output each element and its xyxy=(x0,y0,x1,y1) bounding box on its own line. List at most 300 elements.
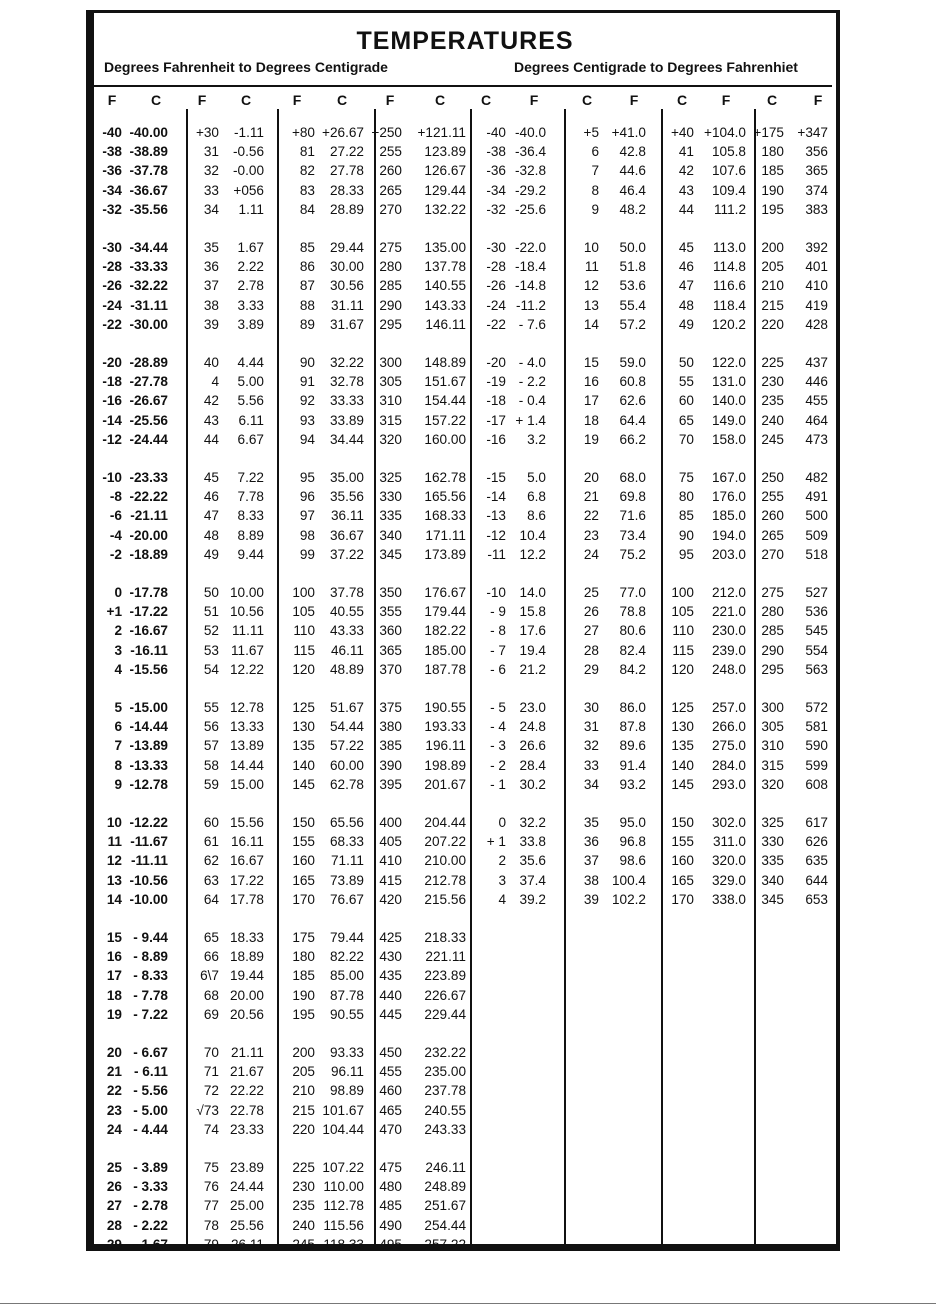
page-title: TEMPERATURES xyxy=(356,27,574,55)
centigrade-value: 36.67 xyxy=(329,527,364,543)
fahrenheit-value: 11 xyxy=(107,834,122,850)
fahrenheit-value: 203.0 xyxy=(711,546,746,562)
centigrade-value: 16.11 xyxy=(230,834,264,850)
centigrade-value: +5 xyxy=(583,125,599,140)
centigrade-value: -28 xyxy=(486,259,506,275)
fahrenheit-value: 440 xyxy=(379,987,402,1003)
centigrade-value: 20.00 xyxy=(229,987,264,1003)
centigrade-value: 143.33 xyxy=(424,297,466,313)
centigrade-value: 310 xyxy=(761,738,784,754)
fahrenheit-value: -18.4 xyxy=(515,259,546,275)
centigrade-value: -28.89 xyxy=(129,355,168,370)
centigrade-value: - 7.78 xyxy=(133,987,168,1003)
centigrade-value: 255 xyxy=(761,489,784,505)
fahrenheit-value: 57 xyxy=(203,738,219,754)
centigrade-value: + 1 xyxy=(486,834,506,850)
fahrenheit-value: 114.8 xyxy=(712,259,746,275)
centigrade-value: 129.44 xyxy=(424,182,466,198)
fahrenheit-value: 460 xyxy=(379,1083,402,1099)
centigrade-value: 18.89 xyxy=(229,949,264,965)
fahrenheit-value: 495 xyxy=(379,1236,402,1252)
fahrenheit-value: 230.0 xyxy=(711,623,746,639)
centigrade-value: 20.56 xyxy=(229,1006,264,1022)
column-header-c: C xyxy=(150,92,162,108)
centigrade-value: 235 xyxy=(761,393,784,409)
centigrade-value: -22 xyxy=(486,316,506,332)
fahrenheit-value: 257.0 xyxy=(711,700,746,715)
centigrade-value: 246.11 xyxy=(425,1160,466,1175)
fahrenheit-value: 17.6 xyxy=(519,623,546,639)
centigrade-value: 60.00 xyxy=(329,757,364,773)
fahrenheit-value: 194.0 xyxy=(711,527,746,543)
centigrade-value: 10.00 xyxy=(229,585,264,600)
fahrenheit-value: - 4.0 xyxy=(518,355,546,370)
fahrenheit-value: 375 xyxy=(379,700,402,715)
fahrenheit-value: 320.0 xyxy=(711,853,746,869)
centigrade-value: -17.78 xyxy=(129,585,168,600)
centigrade-value: 196.11 xyxy=(425,738,466,754)
fahrenheit-value: 100.4 xyxy=(611,872,646,888)
fahrenheit-value: 55 xyxy=(203,700,219,715)
fahrenheit-value: 66.2 xyxy=(619,431,646,447)
centigrade-value: 25.56 xyxy=(229,1217,264,1233)
fahrenheit-value: 221.0 xyxy=(711,604,746,620)
fahrenheit-value: -14.8 xyxy=(515,278,546,294)
centigrade-value: 22 xyxy=(583,508,599,524)
centigrade-value: 173.89 xyxy=(424,546,466,562)
centigrade-value: 48 xyxy=(678,297,694,313)
fahrenheit-value: 285 xyxy=(379,278,402,294)
fahrenheit-value: 100 xyxy=(292,585,315,600)
fahrenheit-value: 490 xyxy=(379,1217,402,1233)
centigrade-value: -15 xyxy=(486,470,506,485)
centigrade-value: -24 xyxy=(486,297,506,313)
centigrade-value: 35.56 xyxy=(329,489,364,505)
fahrenheit-value: 83 xyxy=(299,182,315,198)
centigrade-value: 145 xyxy=(671,776,694,792)
fahrenheit-value: -26 xyxy=(102,278,122,294)
fahrenheit-value: 455 xyxy=(379,1064,402,1080)
fahrenheit-value: 19 xyxy=(106,1006,122,1022)
centigrade-value: 70 xyxy=(678,431,694,447)
column-header-c: C xyxy=(480,92,492,108)
fahrenheit-value: 76 xyxy=(203,1179,219,1195)
column-header-f: F xyxy=(813,92,823,108)
fahrenheit-value: 160 xyxy=(292,853,315,869)
fahrenheit-value: 86 xyxy=(299,259,315,275)
fahrenheit-value: 410 xyxy=(379,853,402,869)
fahrenheit-value: 28.4 xyxy=(519,757,546,773)
fahrenheit-value: 47 xyxy=(203,508,219,524)
fahrenheit-value: 470 xyxy=(379,1121,402,1137)
fahrenheit-value: -38 xyxy=(102,144,122,160)
centigrade-value: 221.11 xyxy=(425,949,466,965)
centigrade-value: 33.33 xyxy=(329,393,364,409)
centigrade-value: 31 xyxy=(583,719,599,735)
fahrenheit-value: 39 xyxy=(203,316,219,332)
fahrenheit-value: 46 xyxy=(203,489,219,505)
centigrade-value: -13.89 xyxy=(129,738,168,754)
centigrade-value: -26.67 xyxy=(129,393,168,409)
fahrenheit-value: 25 xyxy=(106,1160,122,1175)
fahrenheit-value: -32 xyxy=(102,201,122,217)
centigrade-value: 17 xyxy=(583,393,599,409)
centigrade-value: 25 xyxy=(583,585,599,600)
fahrenheit-value: 72 xyxy=(203,1083,219,1099)
fahrenheit-value: +250 xyxy=(371,125,402,140)
centigrade-value: - 8 xyxy=(490,623,506,639)
fahrenheit-value: 95 xyxy=(299,470,315,485)
fahrenheit-value: 335 xyxy=(379,508,402,524)
fahrenheit-value: 17 xyxy=(106,968,122,984)
fahrenheit-value: 340 xyxy=(379,527,402,543)
fahrenheit-value: 205 xyxy=(292,1064,315,1080)
centigrade-value: 22.22 xyxy=(229,1083,264,1099)
centigrade-value: -34.44 xyxy=(129,240,168,255)
fahrenheit-value: 545 xyxy=(805,623,828,639)
fahrenheit-value: 92 xyxy=(299,393,315,409)
fahrenheit-value: 329.0 xyxy=(711,872,746,888)
fahrenheit-value: 195 xyxy=(292,1006,315,1022)
centigrade-value: - 2.78 xyxy=(133,1198,168,1214)
centigrade-value: 34.44 xyxy=(329,431,364,447)
fahrenheit-value: 599 xyxy=(805,757,828,773)
centigrade-value: -10.56 xyxy=(129,872,168,888)
fahrenheit-value: 78.8 xyxy=(619,604,646,620)
fahrenheit-value: 52 xyxy=(203,623,219,639)
centigrade-value: 185 xyxy=(761,163,784,179)
centigrade-value: 30.56 xyxy=(329,278,364,294)
fahrenheit-value: 19.4 xyxy=(519,642,546,658)
fahrenheit-value: 165 xyxy=(292,872,315,888)
fahrenheit-value: 581 xyxy=(805,719,828,735)
centigrade-value: 207.22 xyxy=(424,834,466,850)
fahrenheit-value: 89 xyxy=(299,316,315,332)
fahrenheit-value: 12 xyxy=(106,853,122,869)
fahrenheit-value: 105 xyxy=(292,604,315,620)
centigrade-value: 3.89 xyxy=(237,316,264,332)
centigrade-value: - 7.22 xyxy=(133,1006,168,1022)
fahrenheit-value: 77.0 xyxy=(619,585,646,600)
fahrenheit-value: 338.0 xyxy=(711,891,746,907)
centigrade-value: 115.56 xyxy=(323,1217,364,1233)
fahrenheit-value: 105.8 xyxy=(711,144,746,160)
fahrenheit-value: 390 xyxy=(379,757,402,773)
fahrenheit-value: 64.4 xyxy=(619,412,646,428)
fahrenheit-value: 464 xyxy=(805,412,828,428)
centigrade-value: - 3.89 xyxy=(133,1160,168,1175)
fahrenheit-value: 12.2 xyxy=(519,546,546,562)
fahrenheit-value: 293.0 xyxy=(711,776,746,792)
fahrenheit-value: 84 xyxy=(299,201,315,217)
fahrenheit-value: 220 xyxy=(292,1121,315,1137)
centigrade-value: 32.78 xyxy=(329,374,364,390)
centigrade-value: 190.55 xyxy=(424,700,466,715)
fahrenheit-value: 200 xyxy=(292,1045,315,1060)
centigrade-value: -11 xyxy=(487,546,506,562)
fahrenheit-value: 21 xyxy=(106,1064,122,1080)
fahrenheit-value: 455 xyxy=(805,393,828,409)
centigrade-value: 26.11 xyxy=(230,1236,264,1252)
fahrenheit-value: 158.0 xyxy=(711,431,746,447)
centigrade-value: 104.44 xyxy=(322,1121,364,1137)
centigrade-value: -13 xyxy=(486,508,506,524)
centigrade-value: 112.78 xyxy=(323,1198,364,1214)
fahrenheit-value: 385 xyxy=(379,738,402,754)
fahrenheit-value: 21.2 xyxy=(519,661,546,677)
centigrade-value: 28 xyxy=(583,642,599,658)
fahrenheit-value: 590 xyxy=(805,738,828,754)
fahrenheit-value: 43 xyxy=(203,412,219,428)
centigrade-value: 137.78 xyxy=(424,259,466,275)
fahrenheit-value: 87 xyxy=(299,278,315,294)
column-header-c: C xyxy=(676,92,688,108)
centigrade-value: 14.44 xyxy=(229,757,264,773)
fahrenheit-value: 45 xyxy=(203,470,219,485)
fahrenheit-value: 18 xyxy=(106,987,122,1003)
column-header-c: C xyxy=(240,92,252,108)
centigrade-value: 30.00 xyxy=(329,259,364,275)
fahrenheit-value: -10 xyxy=(102,470,122,485)
fahrenheit-value: + 1.4 xyxy=(515,412,546,428)
fahrenheit-value: 95.0 xyxy=(619,815,646,830)
centigrade-value: -33.33 xyxy=(129,259,168,275)
fahrenheit-value: 284.0 xyxy=(711,757,746,773)
fahrenheit-value: 330 xyxy=(379,489,402,505)
centigrade-value: 300 xyxy=(761,700,784,715)
fahrenheit-value: 37 xyxy=(203,278,219,294)
centigrade-value: 79.44 xyxy=(329,930,364,945)
centigrade-value: 96.11 xyxy=(330,1064,364,1080)
centigrade-value: 13 xyxy=(583,297,599,313)
fahrenheit-value: 48 xyxy=(203,527,219,543)
fahrenheit-value: 167.0 xyxy=(711,470,746,485)
centigrade-value: 36 xyxy=(583,834,599,850)
fahrenheit-value: 140 xyxy=(292,757,315,773)
centigrade-value: 240.55 xyxy=(424,1102,466,1118)
centigrade-value: 280 xyxy=(761,604,784,620)
fahrenheit-value: 644 xyxy=(805,872,828,888)
fahrenheit-value: 89.6 xyxy=(619,738,646,754)
column-header-f: F xyxy=(197,92,207,108)
fahrenheit-value: 355 xyxy=(379,604,402,620)
centigrade-value: -32.22 xyxy=(129,278,168,294)
centigrade-value: 193.33 xyxy=(424,719,466,735)
fahrenheit-value: 77 xyxy=(203,1198,219,1214)
centigrade-value: 240 xyxy=(761,412,784,428)
centigrade-value: 157.22 xyxy=(424,412,466,428)
centigrade-value: -20 xyxy=(486,355,506,370)
centigrade-value: 49 xyxy=(678,316,694,332)
centigrade-value: - 5.56 xyxy=(133,1083,168,1099)
fahrenheit-value: 5.0 xyxy=(527,470,546,485)
centigrade-value: 14 xyxy=(583,316,599,332)
centigrade-value: 19.44 xyxy=(229,968,264,984)
fahrenheit-value: 360 xyxy=(379,623,402,639)
fahrenheit-value: 400 xyxy=(379,815,402,830)
fahrenheit-value: 626 xyxy=(805,834,828,850)
fahrenheit-value: 6.8 xyxy=(527,489,546,505)
centigrade-value: 223.89 xyxy=(424,968,466,984)
centigrade-value: -27.78 xyxy=(129,374,168,390)
centigrade-value: 3.33 xyxy=(237,297,264,313)
centigrade-value: 23.89 xyxy=(229,1160,264,1175)
fahrenheit-value: 110 xyxy=(293,623,315,639)
centigrade-value: 7.22 xyxy=(237,470,264,485)
centigrade-value: 19 xyxy=(583,431,599,447)
fahrenheit-value: 653 xyxy=(805,891,828,907)
centigrade-value: 179.44 xyxy=(424,604,466,620)
fahrenheit-value: 107.6 xyxy=(711,163,746,179)
centigrade-value: -23.33 xyxy=(129,470,168,485)
centigrade-value: - 8.89 xyxy=(133,949,168,965)
centigrade-value: -20.00 xyxy=(129,527,168,543)
centigrade-value: 15 xyxy=(583,355,599,370)
fahrenheit-value: 91 xyxy=(299,374,315,390)
fahrenheit-value: 248.0 xyxy=(711,661,746,677)
fahrenheit-value: 437 xyxy=(805,355,828,370)
fahrenheit-value: 113.0 xyxy=(712,240,746,255)
fahrenheit-value: 48.2 xyxy=(619,201,646,217)
centigrade-value: -36 xyxy=(486,163,506,179)
centigrade-value: 11.11 xyxy=(232,623,264,639)
centigrade-value: 100 xyxy=(671,585,694,600)
fahrenheit-value: 435 xyxy=(379,968,402,984)
fahrenheit-value: 491 xyxy=(805,489,828,505)
centigrade-value: 32 xyxy=(583,738,599,754)
centigrade-value: 190 xyxy=(761,182,784,198)
fahrenheit-value: 175 xyxy=(292,930,315,945)
centigrade-value: 115 xyxy=(672,642,694,658)
fahrenheit-value: 315 xyxy=(379,412,402,428)
centigrade-value: 345 xyxy=(761,891,784,907)
fahrenheit-value: 61 xyxy=(203,834,219,850)
fahrenheit-value: 420 xyxy=(379,891,402,907)
fahrenheit-value: 58 xyxy=(203,757,219,773)
centigrade-value: 325 xyxy=(761,815,784,830)
centigrade-value: 5.56 xyxy=(237,393,264,409)
centigrade-value: -37.78 xyxy=(129,163,168,179)
fahrenheit-value: -18 xyxy=(102,374,122,390)
centigrade-value: 185.00 xyxy=(424,642,466,658)
fahrenheit-value: 290 xyxy=(379,297,402,313)
centigrade-value: +26.67 xyxy=(322,125,364,140)
fahrenheit-value: 15.8 xyxy=(519,604,546,620)
fahrenheit-value: 554 xyxy=(805,642,828,658)
centigrade-value: 17.78 xyxy=(229,891,264,907)
fahrenheit-value: 118.4 xyxy=(712,297,746,313)
centigrade-value: -32 xyxy=(486,201,506,217)
centigrade-value: 330 xyxy=(761,834,784,850)
centigrade-value: 18 xyxy=(583,412,599,428)
fahrenheit-value: 93.2 xyxy=(619,776,646,792)
centigrade-value: 235.00 xyxy=(424,1064,466,1080)
fahrenheit-value: 71.6 xyxy=(619,508,646,524)
fahrenheit-value: 350 xyxy=(379,585,402,600)
fahrenheit-value: 255 xyxy=(379,144,402,160)
centigrade-value: 65.56 xyxy=(329,815,364,830)
fahrenheit-value: -29.2 xyxy=(515,182,546,198)
column-header-c: C xyxy=(336,92,348,108)
centigrade-value: - 6 xyxy=(490,661,506,677)
fahrenheit-value: 50.0 xyxy=(619,240,646,255)
centigrade-value: 146.11 xyxy=(425,316,466,332)
fahrenheit-value: 430 xyxy=(379,949,402,965)
fahrenheit-value: 62.6 xyxy=(619,393,646,409)
fahrenheit-value: -40 xyxy=(102,125,122,140)
fahrenheit-value: 185.0 xyxy=(711,508,746,524)
centigrade-value: 65 xyxy=(678,412,694,428)
centigrade-value: 26 xyxy=(583,604,599,620)
column-header-f: F xyxy=(529,92,539,108)
fahrenheit-value: 428 xyxy=(805,316,828,332)
centigrade-value: 50 xyxy=(678,355,694,370)
fahrenheit-value: 383 xyxy=(805,201,828,217)
fahrenheit-value: 59.0 xyxy=(619,355,646,370)
fahrenheit-value: 185 xyxy=(292,968,315,984)
fahrenheit-value: -8 xyxy=(109,489,122,505)
centigrade-value: -17 xyxy=(486,412,506,428)
centigrade-value: 2 xyxy=(498,853,506,869)
centigrade-value: 15.00 xyxy=(229,776,264,792)
centigrade-value: 254.44 xyxy=(424,1217,466,1233)
centigrade-value: 220 xyxy=(761,316,784,332)
centigrade-value: 340 xyxy=(761,872,784,888)
centigrade-value: -13.33 xyxy=(129,757,168,773)
centigrade-value: 8.33 xyxy=(237,508,264,524)
centigrade-value: 257.22 xyxy=(424,1236,466,1252)
fahrenheit-value: 380 xyxy=(379,719,402,735)
centigrade-value: 46.11 xyxy=(330,642,364,658)
temperature-chart-sheet xyxy=(86,10,840,1251)
centigrade-value: 85 xyxy=(678,508,694,524)
fahrenheit-value: 0 xyxy=(114,585,122,600)
centigrade-value: 135.00 xyxy=(424,240,466,255)
centigrade-value: 180 xyxy=(761,144,784,160)
centigrade-value: -14 xyxy=(486,489,506,505)
fahrenheit-value: 149.0 xyxy=(711,412,746,428)
fahrenheit-value: 63 xyxy=(203,872,219,888)
fahrenheit-value: 80.6 xyxy=(619,623,646,639)
fahrenheit-value: 29 xyxy=(106,1236,122,1252)
fahrenheit-value: 85 xyxy=(299,240,315,255)
fahrenheit-value: 46.4 xyxy=(619,182,646,198)
fahrenheit-value: 2 xyxy=(114,623,122,639)
fahrenheit-value: √73 xyxy=(196,1102,219,1118)
fahrenheit-value: 91.4 xyxy=(619,757,646,773)
fahrenheit-value: 305 xyxy=(379,374,402,390)
centigrade-value: 155 xyxy=(671,834,694,850)
centigrade-value: 93.33 xyxy=(329,1045,364,1060)
fahrenheit-value: 365 xyxy=(805,163,828,179)
centigrade-value: 10 xyxy=(583,240,599,255)
centigrade-value: 16.67 xyxy=(229,853,264,869)
fahrenheit-value: 36 xyxy=(203,259,219,275)
centigrade-value: - 2.22 xyxy=(133,1217,168,1233)
fahrenheit-value: 419 xyxy=(805,297,828,313)
fahrenheit-value: 42 xyxy=(203,393,219,409)
centigrade-value: 90.55 xyxy=(329,1006,364,1022)
fahrenheit-value: 473 xyxy=(805,431,828,447)
centigrade-value: -16.11 xyxy=(130,642,168,658)
fahrenheit-value: 27 xyxy=(106,1198,122,1214)
column-header-f: F xyxy=(107,92,117,108)
centigrade-value: 187.78 xyxy=(424,661,466,677)
fahrenheit-value: 415 xyxy=(379,872,402,888)
centigrade-value: 225 xyxy=(761,355,784,370)
fahrenheit-value: 536 xyxy=(805,604,828,620)
centigrade-value: -16 xyxy=(486,431,506,447)
